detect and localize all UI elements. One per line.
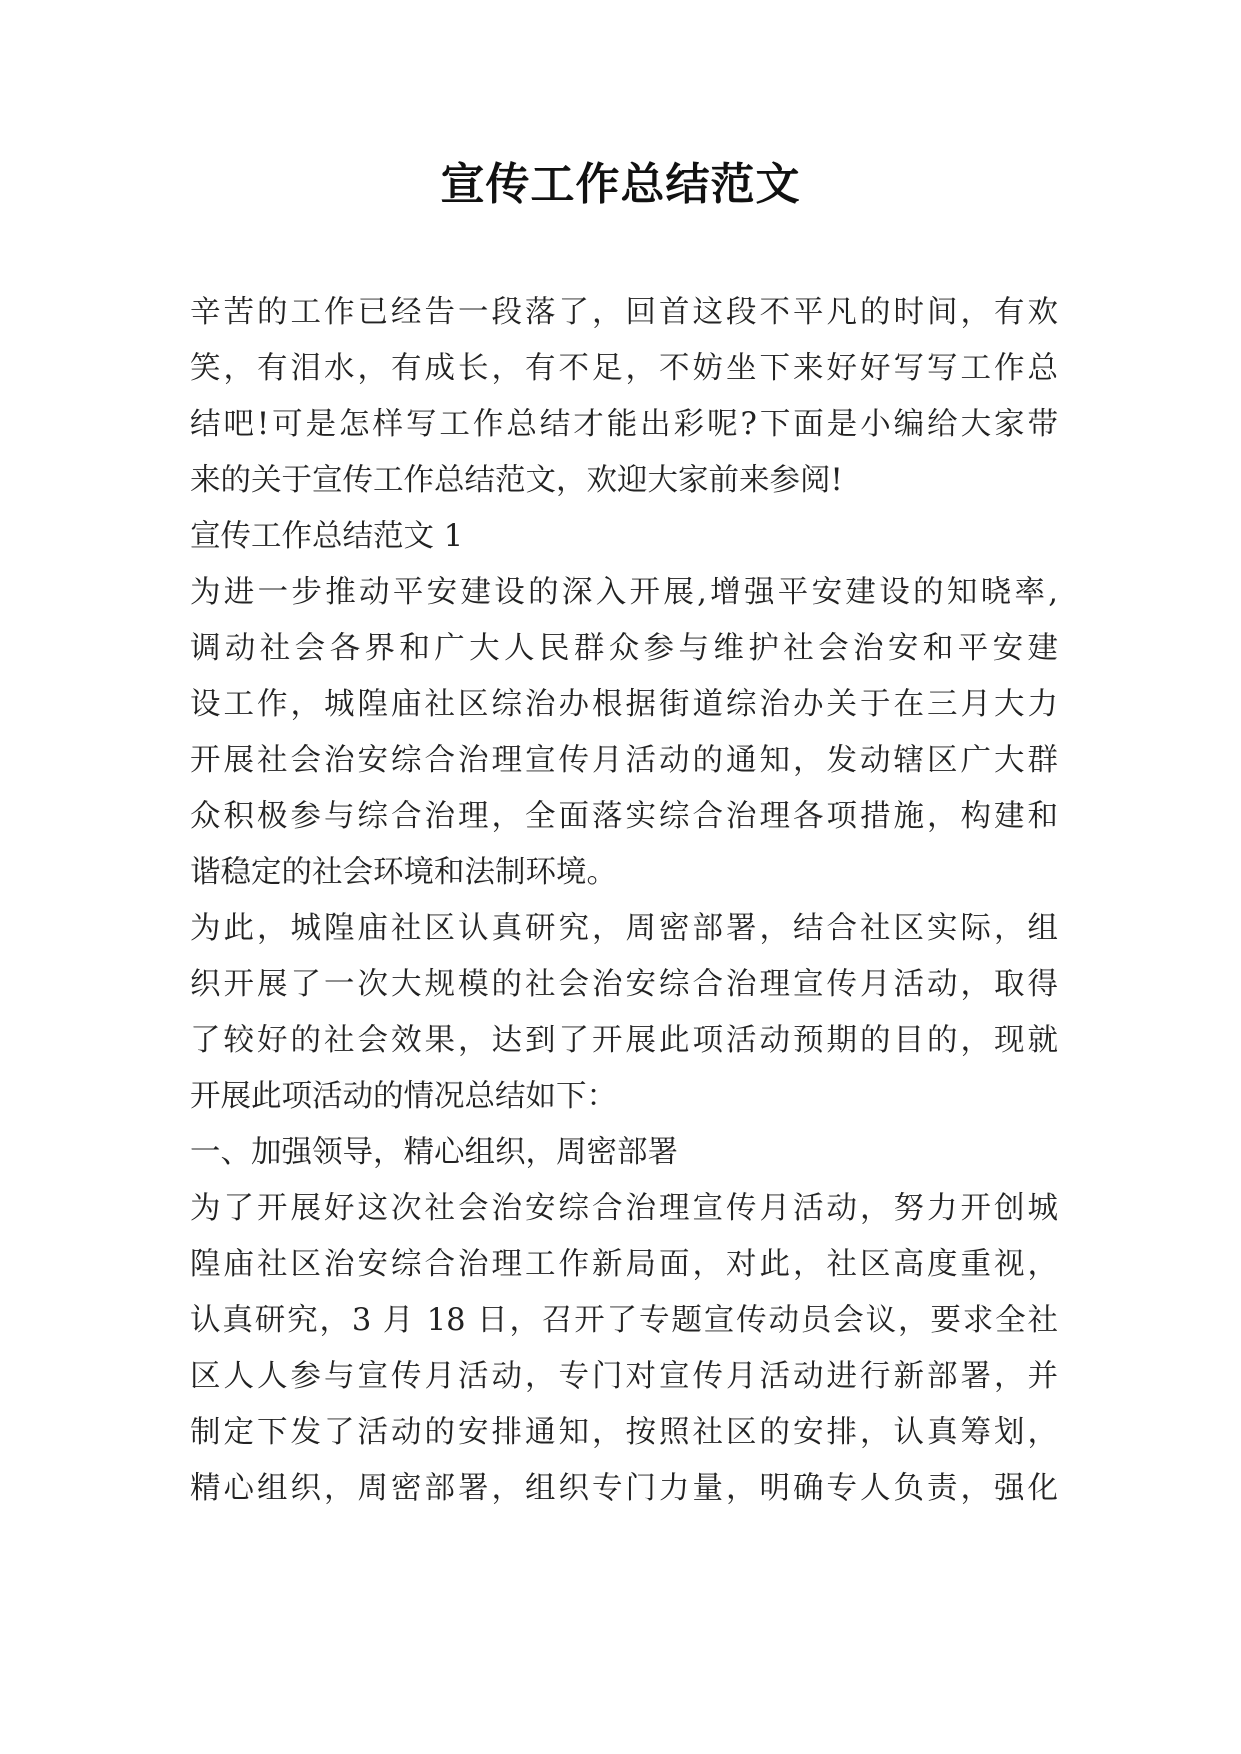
text-line: 谐稳定的社会环境和法制环境。 <box>190 855 617 890</box>
text-line: 织开展了一次大规模的社会治安综合治理宣传月活动，取得 <box>190 967 1058 1002</box>
document-body <box>190 285 1058 1517</box>
section-heading: 一、加强领导，精心组织，周密部署 <box>190 1135 678 1170</box>
text-line: 精心组织，周密部署，组织专门力量，明确专人负责，强化 <box>190 1471 1058 1506</box>
text-line: 众积极参与综合治理，全面落实综合治理各项措施，构建和 <box>190 799 1058 834</box>
text-line: 设工作，城隍庙社区综治办根据街道综治办关于在三月大力 <box>190 687 1058 722</box>
text-line: 开展社会治安综合治理宣传月活动的通知，发动辖区广大群 <box>190 743 1058 778</box>
text-line: 辛苦的工作已经告一段落了，回首这段不平凡的时间，有欢 <box>190 295 1058 330</box>
section-heading: 宣传工作总结范文 1 <box>190 519 464 554</box>
text-line: 来的关于宣传工作总结范文，欢迎大家前来参阅! <box>190 463 843 498</box>
text-line: 为了开展好这次社会治安综合治理宣传月活动，努力开创城 <box>190 1191 1058 1226</box>
text-line: 隍庙社区治安综合治理工作新局面，对此，社区高度重视， <box>190 1247 1058 1282</box>
document-title: 宣传工作总结范文 <box>440 159 801 210</box>
text-line: 结吧!可是怎样写工作总结才能出彩呢?下面是小编给大家带 <box>190 407 1058 442</box>
text-line: 笑，有泪水，有成长，有不足，不妨坐下来好好写写工作总 <box>190 351 1058 386</box>
text-line: 为进一步推动平安建设的深入开展,增强平安建设的知晓率, <box>190 575 1058 610</box>
text-line: 调动社会各界和广大人民群众参与维护社会治安和平安建 <box>190 631 1058 666</box>
text-line: 了较好的社会效果，达到了开展此项活动预期的目的，现就 <box>190 1023 1058 1058</box>
text-line: 制定下发了活动的安排通知，按照社区的安排，认真筹划， <box>190 1415 1058 1450</box>
text-line: 区人人参与宣传月活动，专门对宣传月活动进行新部署，并 <box>190 1359 1058 1394</box>
text-line: 开展此项活动的情况总结如下： <box>190 1079 617 1114</box>
text-line: 为此，城隍庙社区认真研究，周密部署，结合社区实际，组 <box>190 911 1058 946</box>
text-line: 认真研究，3 月 18 日，召开了专题宣传动员会议，要求全社 <box>190 1303 1058 1338</box>
